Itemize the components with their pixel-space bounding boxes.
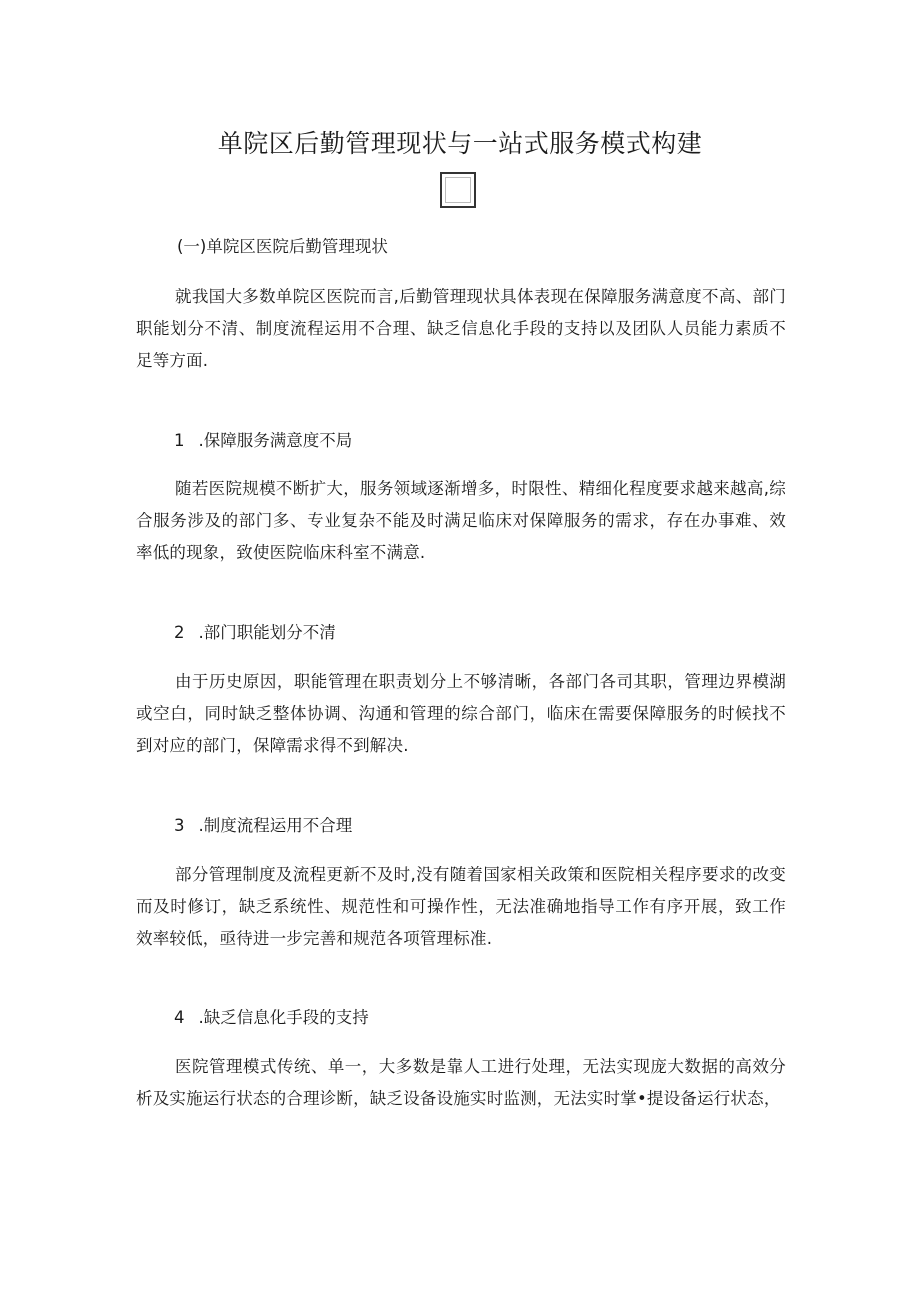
image-placeholder-icon [440,172,476,208]
item-heading-4 [174,1005,369,1031]
item-title: .部门职能划分不清 [198,623,336,642]
item-title: .保障服务满意度不局 [198,431,353,450]
intro-paragraph: 就我国大多数单院区医院而言,后勤管理现状具体表现在保障服务满意度不高、部门职能划分不清、制度流程运用不合理、缺乏信息化手段的支持以及团队人员能力素质不足等方面. [136,287,786,370]
item-paragraph-2: 由于历史原因，职能管理在职责划分上不够清晰，各部门各司其职，管理边界模湖或空白，同时缺乏整体协调、沟通和管理的综合部门，临床在需要保障服务的时候找不到对应的部门，保障需求得不到解决. [136,672,786,755]
item-number: 1 [174,431,185,450]
item-heading-3 [174,813,352,839]
item-paragraph-3: 部分管理制度及流程更新不及时,没有随着国家相关政策和医院相关程序要求的改变而及时修订，缺乏系统性、规范性和可操作性，无法准确地指导工作有序开展，致工作效率较低，亟待进一步完善和规范各项管理标准. [136,865,786,948]
section-heading: (一)单院区医院后勤管理现状 [177,237,388,256]
item-paragraph-4: 医院管理模式传统、单一，大多数是靠人工进行处理，无法实现庞大数据的高效分析及实施运行状态的合理诊断，缺乏设备设施实时监测，无法实时掌•提设备运行状态， [136,1057,786,1108]
item-title: .制度流程运用不合理 [198,816,353,835]
item-heading-2 [174,620,336,646]
document-title: 单院区后勤管理现状与一站式服务模式构建 [217,129,703,158]
item-paragraph-1: 随若医院规模不断扩大，服务领域逐渐增多，时限性、精细化程度要求越来越高,综合服务涉及的部门多、专业复杂不能及时满足临床对保障服务的需求，存在办事难、效率低的现象，致使医院临床科室不满意. [136,479,786,562]
item-number: 3 [174,816,185,835]
item-number: 2 [174,623,185,642]
item-heading-1 [174,428,352,454]
item-number: 4 [174,1008,185,1027]
item-title: .缺乏信息化手段的支持 [198,1008,369,1027]
